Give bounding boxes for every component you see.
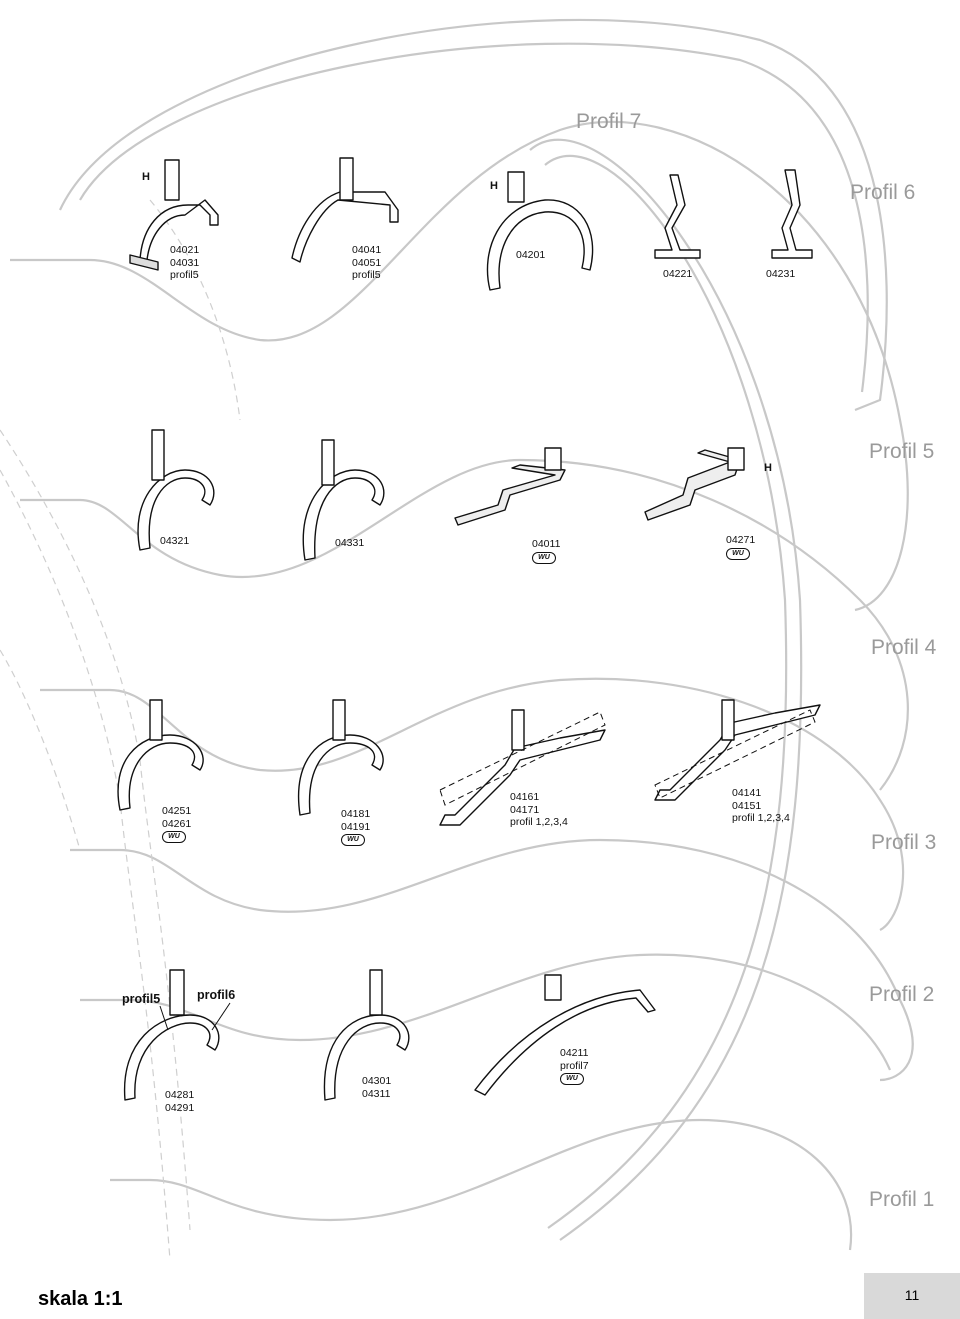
hook-04041 [292,192,398,262]
wu-mark: WU [726,548,750,560]
codes-04021: 04021 04031 profil5 [170,244,200,281]
callout-profil5: profil5 [122,992,161,1006]
page-number-box [864,1273,960,1319]
profile-label-6: Profil 6 [850,181,916,204]
codes-04301: 04301 04311 [362,1075,392,1100]
codes-04331: 04331 [335,537,365,549]
hook-04141 [655,705,820,800]
wu-mark: WU [162,831,186,843]
profile-label-5: Profil 5 [869,440,935,463]
wu-mark: WU [341,834,365,846]
codes-04011: 04011 WU [532,538,560,564]
profile-label-1: Profil 1 [869,1188,935,1211]
callout-profil6: profil6 [197,988,236,1002]
scale-label: skala 1:1 [38,1288,123,1310]
profile-label-2: Profil 2 [869,983,935,1006]
rail-profil2 [80,955,890,1070]
wu-mark: WU [532,552,556,564]
height-mark: H [764,462,772,474]
profile-label-7: Profil 7 [576,110,642,133]
hook-04281 [125,1015,219,1100]
hook-04251 [118,735,203,810]
hook-04221 [655,175,700,258]
codes-04281: 04281 04291 [165,1089,195,1114]
codes-04221: 04221 [663,268,693,280]
height-mark: H [490,180,498,192]
profile-label-3: Profil 3 [871,831,937,854]
hook-04181 [299,735,384,815]
codes-04211: 04211 profil7 WU [560,1047,589,1085]
profile-label-4: Profil 4 [871,636,937,659]
hook-04271 [645,450,740,520]
hook-04201 [487,200,592,290]
codes-04321: 04321 [160,535,190,547]
codes-04231: 04231 [766,268,796,280]
codes-04271: 04271 WU [726,534,755,560]
hook-04011 [455,465,565,525]
page-number: 11 [904,1287,920,1303]
codes-04041: 04041 04051 profil5 [352,244,382,281]
height-mark: H [142,171,150,183]
codes-04181: 04181 04191 WU [341,808,370,846]
codes-04251: 04251 04261 WU [162,805,191,843]
codes-04141: 04141 04151 profil 1,2,3,4 [732,787,790,824]
wu-mark: WU [560,1073,584,1085]
codes-04201: 04201 [516,249,546,261]
hook-04231 [772,170,812,258]
codes-04161: 04161 04171 profil 1,2,3,4 [510,791,568,828]
rail-profil1 [110,1120,851,1250]
